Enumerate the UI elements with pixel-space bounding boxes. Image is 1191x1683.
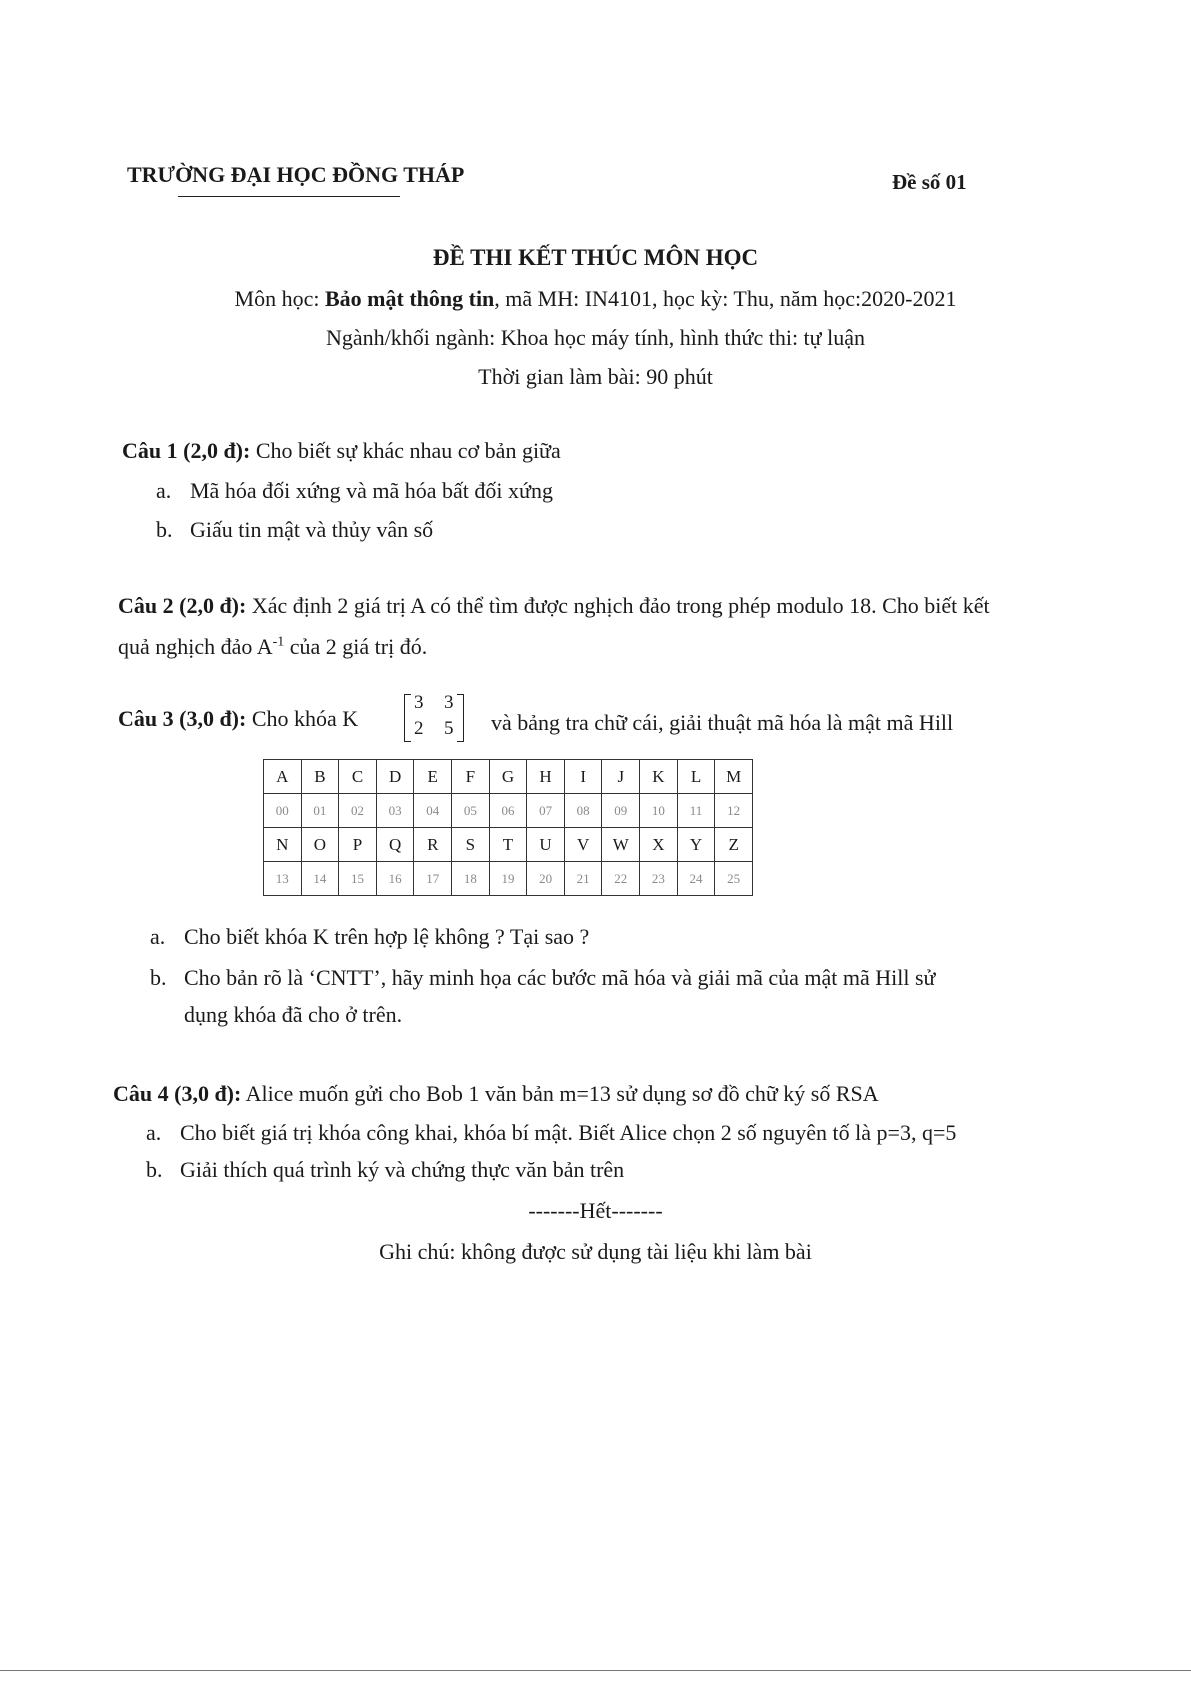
table-cell: K (640, 760, 678, 794)
table-cell: L (677, 760, 715, 794)
q1-b-text: Giấu tin mật và thủy vân số (190, 517, 434, 542)
table-cell: P (339, 828, 377, 862)
table-cell: 18 (452, 862, 490, 896)
q2-superscript: -1 (272, 634, 285, 650)
table-cell: 02 (339, 794, 377, 828)
q3-heading: Câu 3 (3,0 đ): (118, 706, 247, 731)
table-cell: Q (376, 828, 414, 862)
q3-item-a (150, 924, 589, 950)
table-cell: 20 (527, 862, 565, 896)
table-cell: 21 (564, 862, 602, 896)
table-cell: R (414, 828, 452, 862)
table-cell: I (564, 760, 602, 794)
table-cell: 23 (640, 862, 678, 896)
table-cell: 06 (489, 794, 527, 828)
major-line: Ngành/khối ngành: Khoa học máy tính, hình thức thi: tự luận (326, 325, 865, 350)
q1-a-label: a. (156, 478, 172, 503)
q4-a-label: a. (146, 1120, 162, 1145)
q2-text-line2a: quả nghịch đảo A (118, 634, 273, 659)
q4-b-text: Giải thích quá trình ký và chứng thực văn bản trên (180, 1157, 625, 1182)
q2-text-line1: Xác định 2 giá trị A có thể tìm được nghịch đảo trong phép modulo 18. Cho biết kết (246, 593, 990, 618)
table-cell: W (602, 828, 640, 862)
table-cell: H (527, 760, 565, 794)
table-cell: N (264, 828, 302, 862)
q1-statement (122, 438, 561, 464)
exam-code: Đề số 01 (892, 170, 967, 194)
q1-text: Cho biết sự khác nhau cơ bản giữa (250, 438, 561, 463)
table-cell: 11 (677, 794, 715, 828)
matrix-left-bracket (404, 694, 411, 742)
matrix-cell: 2 (414, 718, 424, 739)
alphabet-table (263, 759, 753, 896)
table-cell: U (527, 828, 565, 862)
table-cell: G (489, 760, 527, 794)
table-cell: Y (677, 828, 715, 862)
table-cell: 09 (602, 794, 640, 828)
q2-statement (118, 593, 990, 619)
q3-b-text-line1: Cho bản rõ là ‘CNTT’, hãy minh họa các bước mã hóa và giải mã của mật mã Hill sử (184, 965, 936, 990)
table-cell: V (564, 828, 602, 862)
q3-b-label: b. (150, 965, 167, 990)
table-cell: 10 (640, 794, 678, 828)
q1-item-b (156, 517, 433, 543)
table-cell: S (452, 828, 490, 862)
q1-heading: Câu 1 (2,0 đ): (122, 438, 251, 463)
table-cell: 13 (264, 862, 302, 896)
bottom-edge-line (0, 1670, 1191, 1671)
school-underline (178, 196, 400, 197)
table-cell: 05 (452, 794, 490, 828)
table-cell: B (301, 760, 339, 794)
table-cell: M (715, 760, 753, 794)
table-row (264, 760, 753, 794)
matrix-right-bracket (457, 694, 464, 742)
q4-item-b (146, 1157, 624, 1183)
table-cell: 07 (527, 794, 565, 828)
q3-item-b (150, 965, 935, 991)
subject-suffix: , mã MH: IN4101, học kỳ: Thu, năm học:2020-2021 (494, 286, 957, 311)
q1-b-label: b. (156, 517, 173, 542)
q4-a-text: Cho biết giá trị khóa công khai, khóa bí mật. Biết Alice chọn 2 số nguyên tố là p=3, q=5 (180, 1120, 957, 1145)
q2-text-line2b: của 2 giá trị đó. (284, 634, 428, 659)
matrix-cell: 5 (444, 718, 454, 739)
table-cell: 16 (376, 862, 414, 896)
table-row (264, 828, 753, 862)
q3-item-b-line2: dụng khóa đã cho ở trên. (184, 1002, 403, 1027)
table-cell: D (376, 760, 414, 794)
exam-title: ĐỀ THI KẾT THÚC MÔN HỌC (432, 245, 759, 270)
table-cell: 12 (715, 794, 753, 828)
q4-statement (113, 1081, 879, 1107)
key-matrix (404, 692, 464, 742)
q3-a-text: Cho biết khóa K trên hợp lệ không ? Tại sao ? (184, 924, 590, 949)
table-cell: 19 (489, 862, 527, 896)
table-cell: C (339, 760, 377, 794)
q4-text: Alice muốn gửi cho Bob 1 văn bản m=13 sử dụng sơ đồ chữ ký số RSA (241, 1081, 879, 1106)
q3-statement (118, 706, 358, 732)
matrix-cell: 3 (444, 692, 454, 713)
subject-name: Bảo mật thông tin (325, 286, 495, 311)
matrix-cell: 3 (414, 692, 424, 713)
q1-a-text: Mã hóa đối xứng và mã hóa bất đối xứng (190, 478, 553, 503)
table-cell: J (602, 760, 640, 794)
q2-statement-line2 (118, 634, 427, 660)
table-cell: T (489, 828, 527, 862)
table-cell: 00 (264, 794, 302, 828)
duration-line: Thời gian làm bài: 90 phút (478, 364, 713, 389)
subject-prefix: Môn học: (234, 286, 325, 311)
table-cell: 15 (339, 862, 377, 896)
table-cell: F (452, 760, 490, 794)
table-cell: 17 (414, 862, 452, 896)
school-name: TRƯỜNG ĐẠI HỌC ĐỒNG THÁP (127, 162, 465, 187)
subject-line (0, 286, 1191, 312)
q1-item-a (156, 478, 553, 504)
table-cell: 14 (301, 862, 339, 896)
table-cell: 08 (564, 794, 602, 828)
q3-text-after: và bảng tra chữ cái, giải thuật mã hóa là mật mã Hill (491, 710, 954, 735)
end-marker: -------Hết------- (528, 1198, 663, 1223)
q4-item-a (146, 1120, 956, 1146)
table-cell: 04 (414, 794, 452, 828)
table-cell: E (414, 760, 452, 794)
q2-heading: Câu 2 (2,0 đ): (118, 593, 247, 618)
table-cell: Z (715, 828, 753, 862)
table-cell: A (264, 760, 302, 794)
table-cell: 03 (376, 794, 414, 828)
table-cell: 25 (715, 862, 753, 896)
footnote: Ghi chú: không được sử dụng tài liệu khi làm bài (379, 1239, 812, 1264)
table-row (264, 794, 753, 828)
table-cell: 22 (602, 862, 640, 896)
q4-heading: Câu 4 (3,0 đ): (113, 1081, 242, 1106)
table-cell: O (301, 828, 339, 862)
table-cell: 24 (677, 862, 715, 896)
q3-a-label: a. (150, 924, 166, 949)
q4-b-label: b. (146, 1157, 163, 1182)
q3-text: Cho khóa K (246, 706, 359, 731)
table-cell: 01 (301, 794, 339, 828)
table-row (264, 862, 753, 896)
table-cell: X (640, 828, 678, 862)
